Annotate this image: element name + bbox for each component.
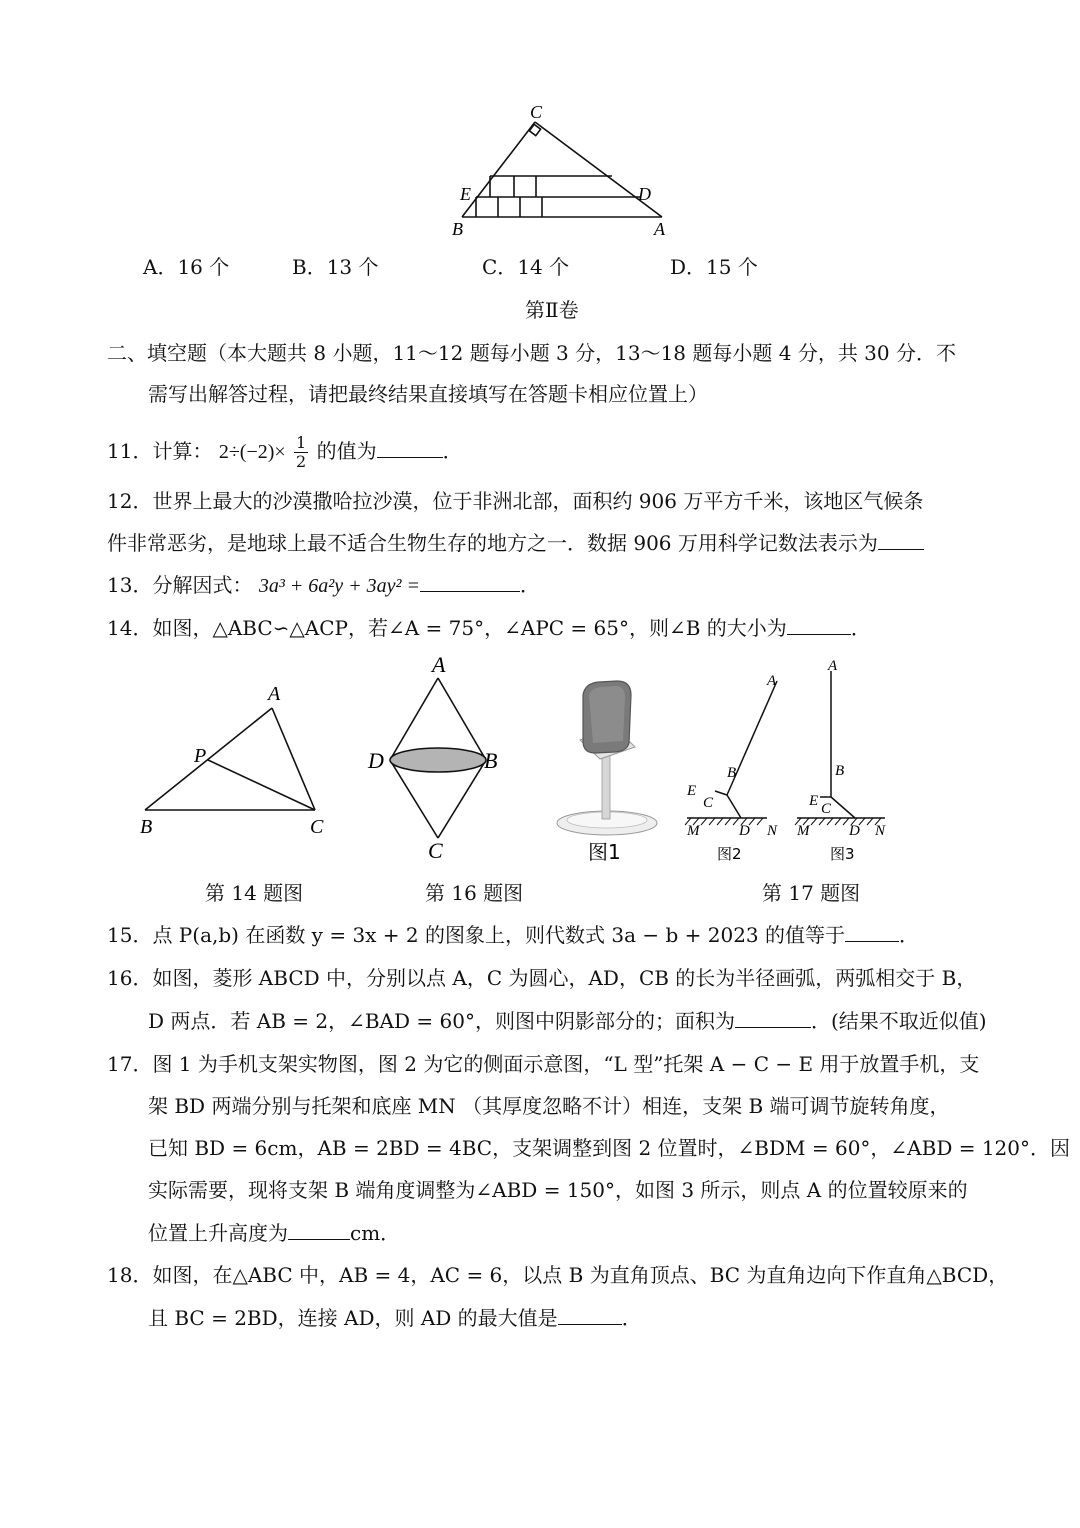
- q10-option-c: C．14 个: [482, 255, 570, 279]
- q10-label-d: D: [638, 184, 651, 204]
- q15-answer-blank[interactable]: [845, 923, 899, 942]
- fig16-label-c: C: [428, 838, 443, 863]
- fig17-fig3-label-b: B: [835, 763, 845, 779]
- q16-answer-blank[interactable]: [735, 1009, 811, 1028]
- section2-line2: 需写出解答过程，请把最终结果直接填写在答题卡相应位置上）: [148, 382, 708, 406]
- fig17-fig2-label-c: C: [703, 795, 714, 811]
- q18-line1: 18．如图，在△ABC 中，AB = 4，AC = 6，以点 B 为直角顶点、BC 为直角边向下作直角△BCD，: [107, 1263, 1009, 1287]
- fig17-fig2-label-n: N: [767, 823, 778, 839]
- q11-answer-blank[interactable]: [377, 439, 443, 458]
- q17-answer-blank[interactable]: [288, 1221, 350, 1240]
- q18-answer-blank[interactable]: [558, 1306, 622, 1325]
- q15: 15．点 P(a,b) 在函数 y = 3x + 2 的图象上，则代数式 3a − b + 2023 的值等于 ．: [107, 923, 920, 947]
- fig14: [130, 678, 350, 843]
- q17-line5: 位置上升高度为 cm．: [148, 1221, 401, 1245]
- fig16: [360, 652, 520, 867]
- q13: 13．分解因式： 3a³ + 6a²y + 3ay² = ．: [107, 573, 541, 597]
- fig16-label-b: B: [484, 748, 498, 773]
- fig17-fig2-label-e: E: [687, 783, 697, 799]
- fig17-fig3-label-e: E: [809, 793, 819, 809]
- fig16-shaded-region: [390, 748, 486, 772]
- q18-line2: 且 BC = 2BD，连接 AD，则 AD 的最大值是 ．: [148, 1306, 642, 1330]
- q17-line4: 实际需要，现将支架 B 端角度调整为∠ABD = 150°，如图 3 所示，则点 A 的位置较原来的: [148, 1178, 968, 1202]
- fig17-fig3-label-c: C: [821, 801, 832, 817]
- q12-answer-blank[interactable]: [878, 531, 924, 550]
- q10-label-b: B: [452, 219, 463, 239]
- fig14-label-p: P: [194, 745, 207, 767]
- fig17-fig3-label-d: D: [849, 823, 860, 839]
- fig17-fig2-label-d: D: [739, 823, 750, 839]
- fig16-label-a: A: [432, 652, 446, 677]
- fig17-caption-img3: 图3: [830, 845, 855, 863]
- q11: 11．计算： 2÷(−2)× $\frac{1}{2}$ 的值为 ．: [107, 433, 463, 471]
- q14-answer-blank[interactable]: [787, 616, 851, 635]
- fig17-fig2-label-b: B: [727, 765, 737, 781]
- fig17-fig2-label-m: M: [687, 823, 700, 839]
- fig14-label-a: A: [268, 683, 281, 705]
- q10-label-e: E: [460, 184, 471, 204]
- q10-label-c: C: [530, 102, 543, 122]
- fig17-fig3-label-n: N: [875, 823, 886, 839]
- q12-line2: 件非常恶劣，是地球上最不适合生物生存的地方之一．数据 906 万用科学记数法表示为: [107, 530, 924, 556]
- fig17-fig2-label-a: A: [767, 673, 777, 689]
- q10-option-d: D．15 个: [670, 255, 758, 279]
- fig14-label-b: B: [140, 816, 153, 838]
- q12-line1: 12．世界上最大的沙漠撒哈拉沙漠，位于非洲北部，面积约 906 万平方千米，该地区气候条: [107, 489, 924, 513]
- fig17-caption: 第 17 题图: [762, 881, 861, 905]
- q17-line1: 17．图 1 为手机支架实物图，图 2 为它的侧面示意图，“L 型”托架 A − C − E 用于放置手机，支: [107, 1052, 980, 1076]
- fig17-fig3-label-m: M: [797, 823, 810, 839]
- q16-line2: D 两点．若 AB = 2，∠BAD = 60°，则图中阴影部分的；面积为 ．(结果不取近似值): [148, 1009, 987, 1033]
- fig17: [545, 655, 900, 870]
- fig17-phone-stand-photo: [557, 681, 657, 835]
- fig16-caption: 第 16 题图: [425, 881, 524, 905]
- fig14-label-c: C: [310, 816, 324, 838]
- fig17-caption-img1: 图1: [588, 840, 621, 864]
- q10-option-a: A．16 个: [143, 255, 230, 279]
- section2-line1: 二、填空题（本大题共 8 小题，11～12 题每小题 3 分，13～18 题每小题 4 分，共 30 分．不: [107, 341, 956, 365]
- fig17-fig3-label-a: A: [828, 658, 838, 674]
- q10-option-b: B．13 个: [292, 255, 379, 279]
- q17-line2: 架 BD 两端分别与托架和底座 MN （其厚度忽略不计）相连，支架 B 端可调节旋转角度，: [148, 1094, 950, 1118]
- q10-label-a: A: [654, 219, 665, 239]
- fig16-label-d: D: [368, 748, 384, 773]
- q10-figure: [440, 100, 680, 240]
- q16-line1: 16．如图，菱形 ABCD 中，分别以点 A，C 为圆心，AD，CB 的长为半径画弧，两弧相交于 B，: [107, 966, 977, 990]
- q14: 14．如图，△ABC∽△ACP，若∠A = 75°，∠APC = 65°，则∠B 的大小为 ．: [107, 616, 871, 640]
- q13-answer-blank[interactable]: [420, 573, 520, 592]
- q17-line3: 已知 BD = 6cm，AB = 2BD = 4BC，支架调整到图 2 位置时，∠BDM = 60°，∠ABD = 120°．因: [148, 1136, 1071, 1160]
- q11-fraction: $\frac{1}{2}$: [296, 433, 307, 471]
- fig14-caption: 第 14 题图: [205, 881, 304, 905]
- fig17-caption-img2: 图2: [717, 845, 742, 863]
- volume-title: 第Ⅱ卷: [525, 298, 579, 322]
